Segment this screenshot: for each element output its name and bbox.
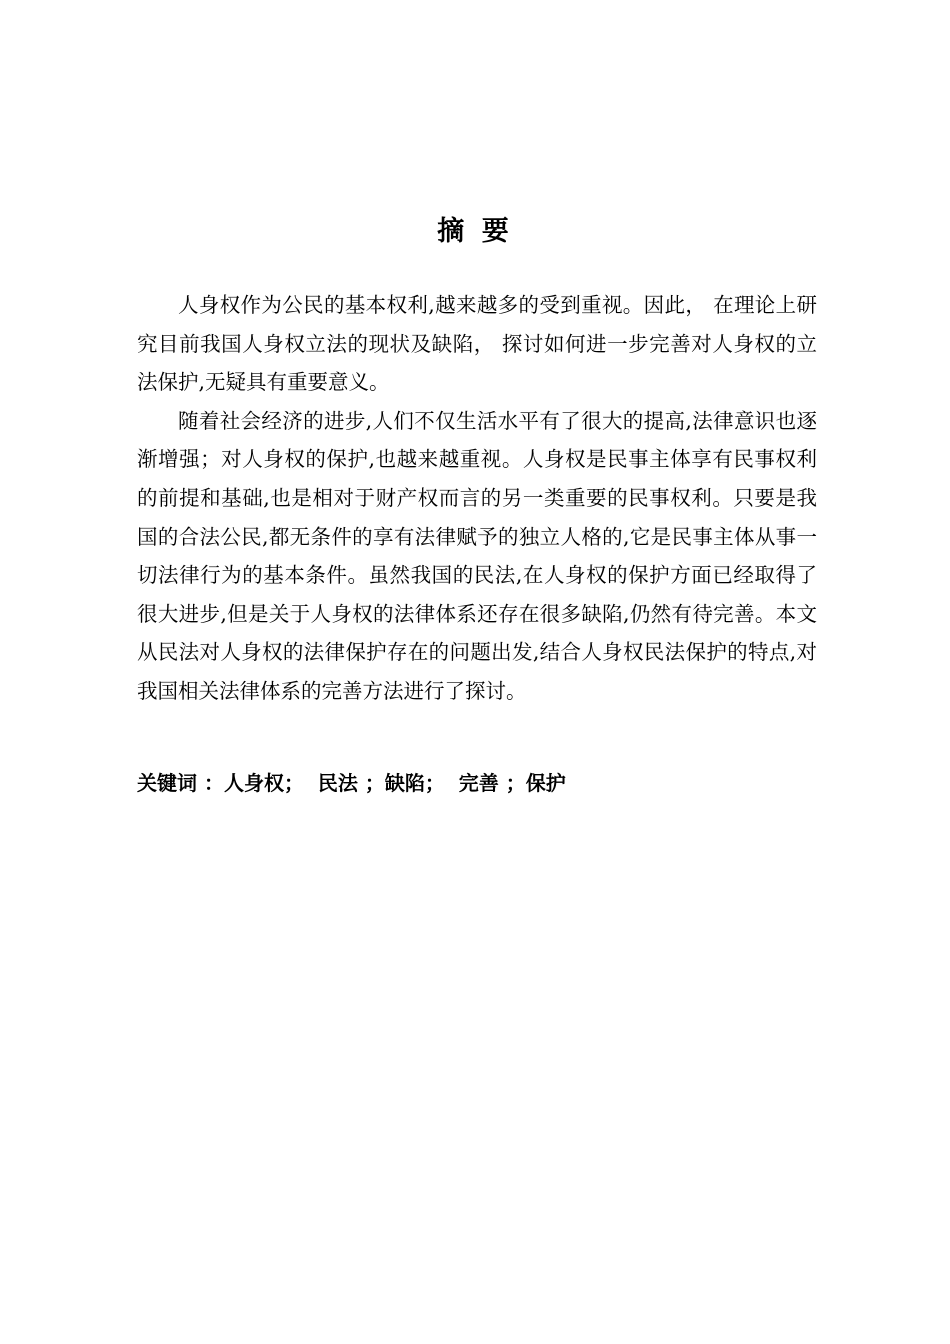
abstract-paragraph-1: 人身权作为公民的基本权利,越来越多的受到重视。因此， 在理论上研究目前我国人身权立法的现状及缺陷， 探讨如何进一步完善对人身权的立法保护,无疑具有重要意义。 bbox=[137, 293, 817, 395]
abstract-paragraph-2: 随着社会经济的进步,人们不仅生活水平有了很大的提高,法律意识也逐渐增强；对人身权的保护,也越来越重视。人身权是民事主体享有民事权利的前提和基础,也是相对于财产权而言的另一类重要的民事权利。只要是我国的合法公民,都无条件的享有法律赋予的独立人格的,它是民事主体从事一切法律行为的基本条件。虽然我国的民法,在人身权的保护方面已经取得了很大进步,但是关于人身权的法律体系还存在很多缺陷,仍然有待完善。本文从民法对人身权的法律保护存在的问题出发,结合人身权民法保护的特点,对我国相关法律体系的完善方法进行了探讨。 bbox=[137, 408, 817, 703]
page-title: 摘 要 bbox=[437, 216, 513, 247]
keywords-line: 关键词 ：人身权； 民法 ；缺陷； 完善 ；保护 bbox=[137, 771, 566, 795]
abstract-body bbox=[137, 286, 817, 711]
